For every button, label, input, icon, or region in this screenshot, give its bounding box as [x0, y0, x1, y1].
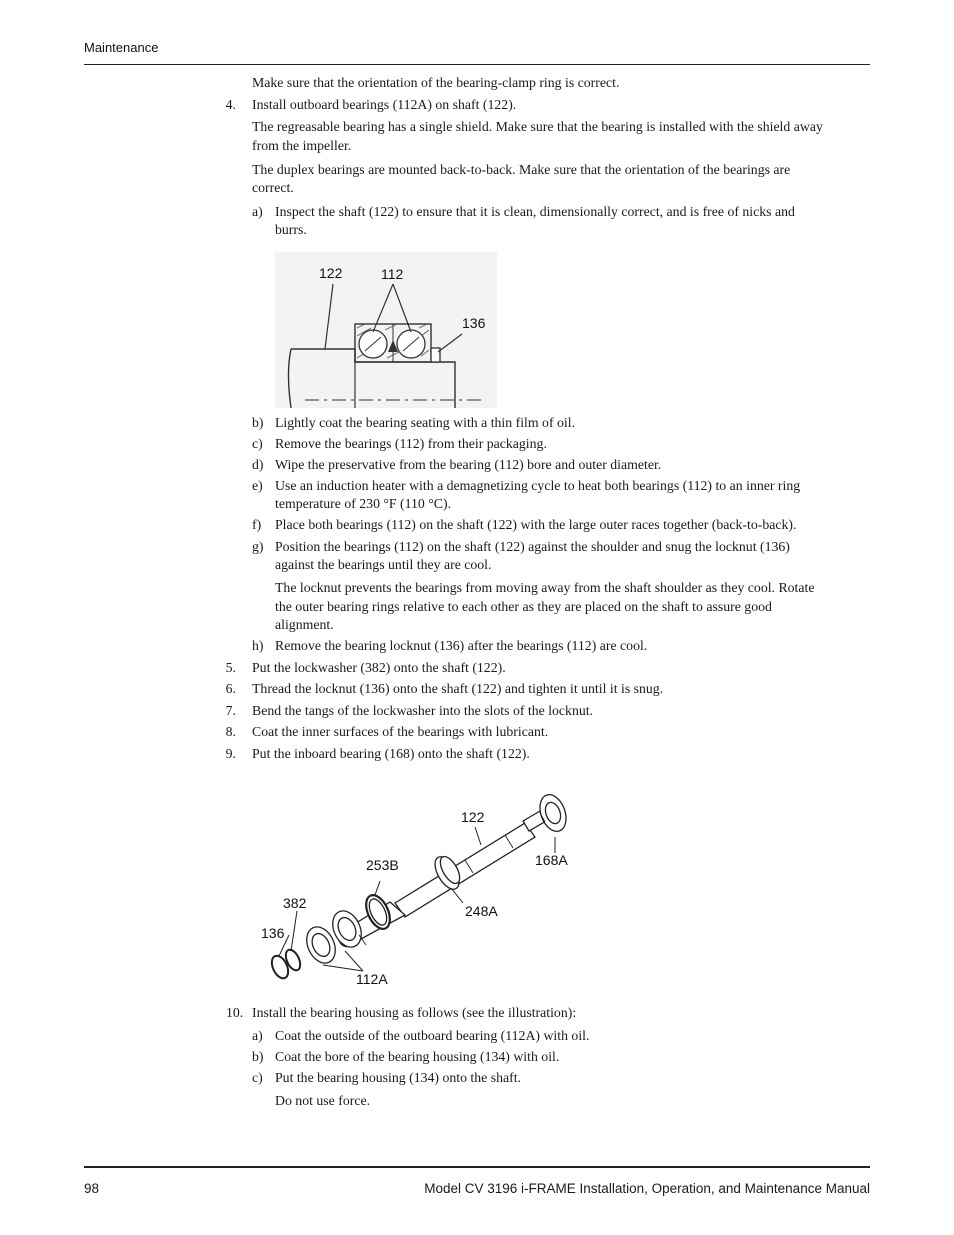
step-4-para2-line2: correct. — [252, 180, 294, 195]
step-4-para2-line1: The duplex bearings are mounted back-to-back. Make sure that the orientation of the bearings are — [252, 162, 791, 177]
step-7-text: Bend the tangs of the lockwasher into the slots of the locknut. — [252, 703, 594, 718]
running-header: Maintenance — [84, 40, 159, 55]
step-8-text: Coat the inner surfaces of the bearings with lubricant. — [252, 724, 549, 739]
step-8-number: 8. — [225, 724, 236, 739]
step-5-text: Put the lockwasher (382) onto the shaft (122). — [252, 660, 506, 675]
step-9-text: Put the inboard bearing (168) onto the shaft (122). — [252, 746, 530, 761]
fig2-label-136: 136 — [261, 925, 285, 941]
step-6-text: Thread the locknut (136) onto the shaft (122) and tighten it until it is snug. — [252, 681, 664, 696]
step-10-a-letter: a) — [252, 1028, 263, 1043]
fig2-label-168a: 168A — [535, 852, 568, 868]
step-10-number: 10. — [226, 1005, 244, 1020]
step-4-number: 4. — [225, 97, 236, 112]
substep-e-letter: e) — [252, 478, 263, 493]
substep-d-letter: d) — [252, 457, 264, 472]
substep-a-line2: burrs. — [275, 222, 307, 237]
fig2-label-122: 122 — [461, 809, 485, 825]
step-6-number: 6. — [225, 681, 236, 696]
step-4-para1-line1: The regreasable bearing has a single shield. Make sure that the bearing is installed with the shield away — [252, 119, 823, 134]
step-10-c-text: Put the bearing housing (134) onto the shaft. — [275, 1070, 522, 1085]
page-number: 98 — [84, 1181, 100, 1196]
fig2-label-112a: 112A — [356, 971, 388, 987]
step-10-a-text: Coat the outside of the outboard bearing (112A) with oil. — [275, 1028, 590, 1043]
intro-note: Make sure that the orientation of the bearing-clamp ring is correct. — [252, 75, 620, 90]
substep-f-letter: f) — [252, 517, 262, 532]
step-7-number: 7. — [225, 703, 236, 718]
fig2-label-253b: 253B — [366, 857, 399, 873]
step-10-text: Install the bearing housing as follows (see the illustration): — [252, 1005, 577, 1020]
fig1-label-112: 112 — [381, 266, 404, 282]
substep-a-line1: Inspect the shaft (122) to ensure that it is clean, dimensionally correct, and is free of nicks and — [275, 204, 795, 219]
fig2-label-248a: 248A — [465, 903, 498, 919]
substep-b-text: Lightly coat the bearing seating with a thin film of oil. — [275, 415, 576, 430]
shaft-assembly-exploded-figure — [255, 785, 590, 990]
bearing-cross-section-figure — [275, 252, 497, 408]
step-10-b-text: Coat the bore of the bearing housing (134) with oil. — [275, 1049, 560, 1064]
step-10-c-note: Do not use force. — [275, 1093, 371, 1108]
step-9-number: 9. — [225, 746, 236, 761]
substep-d-text: Wipe the preservative from the bearing (112) bore and outer diameter. — [275, 457, 662, 472]
step-5-number: 5. — [225, 660, 236, 675]
step-10-c-letter: c) — [252, 1070, 263, 1085]
substep-a-letter: a) — [252, 204, 263, 219]
fig1-label-122: 122 — [319, 265, 343, 281]
header-rule — [84, 64, 870, 65]
footer-rule — [84, 1166, 870, 1168]
substep-e-line2: temperature of 230 °F (110 °C). — [275, 496, 452, 511]
step-10-b-letter: b) — [252, 1049, 264, 1064]
substep-c-text: Remove the bearings (112) from their packaging. — [275, 436, 547, 451]
fig1-label-136: 136 — [462, 315, 486, 331]
substep-g-note-line1: The locknut prevents the bearings from moving away from the shaft shoulder as they cool. Rotate — [275, 580, 815, 595]
step-4-para1-line2: from the impeller. — [252, 138, 352, 153]
substep-f-text: Place both bearings (112) on the shaft (122) with the large outer races together (back-to-back). — [275, 517, 797, 532]
manual-title: Model CV 3196 i-FRAME Installation, Operation, and Maintenance Manual — [424, 1181, 870, 1196]
substep-g-letter: g) — [252, 539, 264, 554]
substep-g-line2: against the bearings until they are cool. — [275, 557, 492, 572]
substep-g-line1: Position the bearings (112) on the shaft (122) against the shoulder and snug the locknut (136) — [275, 539, 790, 554]
substep-c-letter: c) — [252, 436, 263, 451]
substep-e-line1: Use an induction heater with a demagnetizing cycle to heat both bearings (112) to an inner ring — [275, 478, 801, 493]
substep-h-text: Remove the bearing locknut (136) after the bearings (112) are cool. — [275, 638, 648, 653]
step-4-text: Install outboard bearings (112A) on shaft (122). — [252, 97, 517, 112]
substep-g-note-line2: the outer bearing rings relative to each other as they are placed on the shaft to assure good — [275, 599, 772, 614]
substep-b-letter: b) — [252, 415, 264, 430]
fig2-label-382: 382 — [283, 895, 307, 911]
substep-g-note-line3: alignment. — [275, 617, 334, 632]
substep-h-letter: h) — [252, 638, 264, 653]
